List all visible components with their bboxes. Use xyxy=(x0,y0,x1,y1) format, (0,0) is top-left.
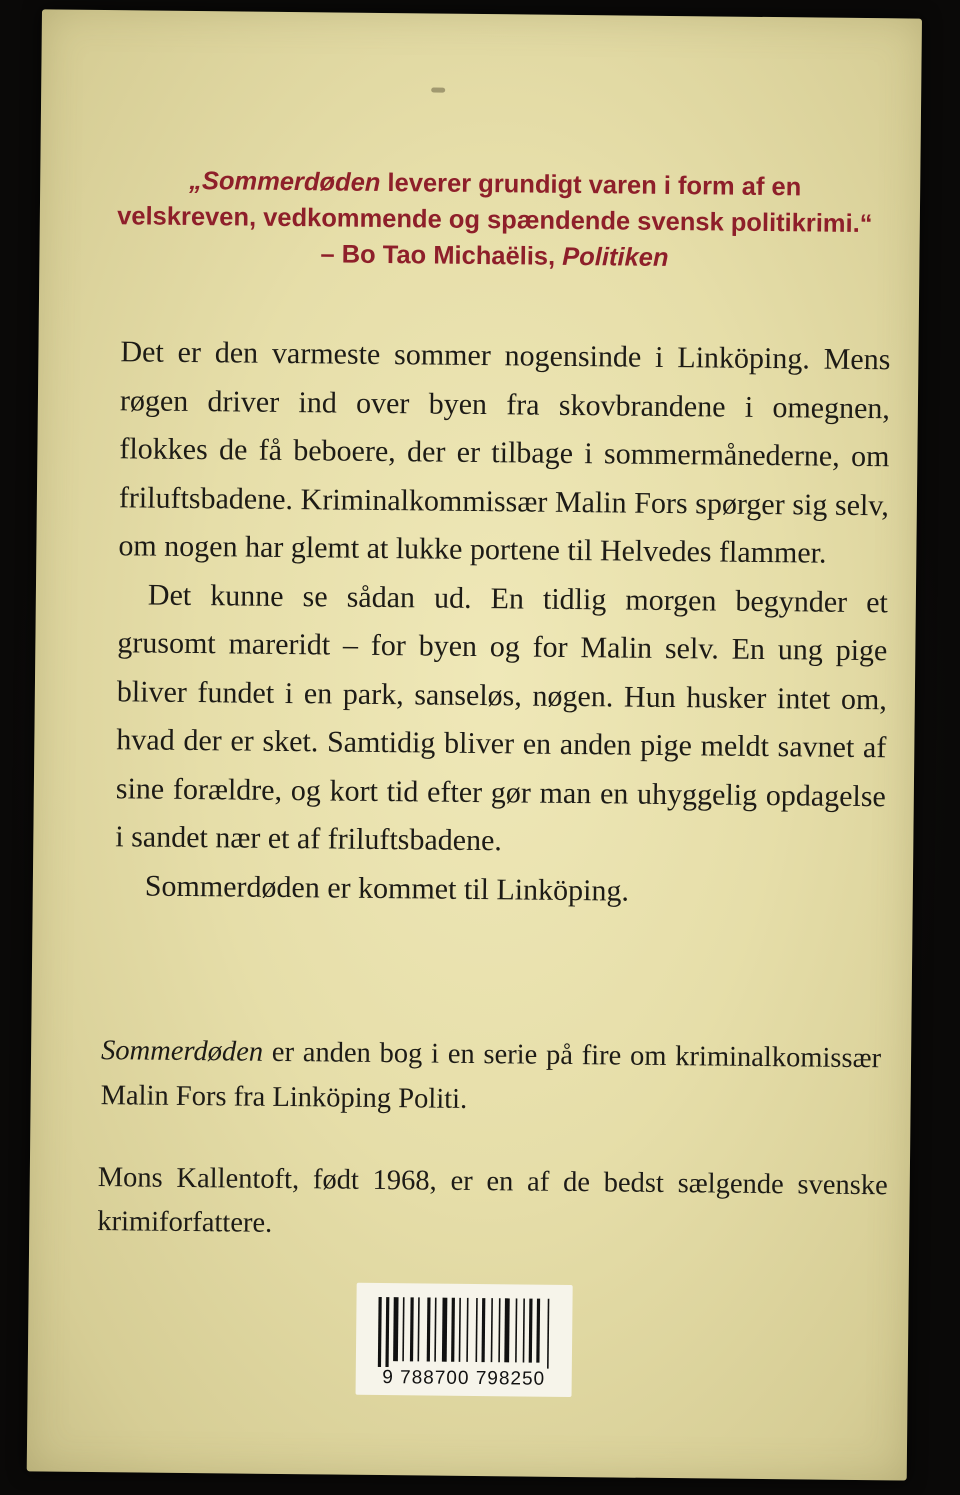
review-publication: Politiken xyxy=(562,242,669,272)
review-line-2: velskreven, vedkommende og spændende svensk politikrimi.“ xyxy=(117,202,873,239)
author-note: Mons Kallentoft, født 1968, er en af de bedst sælgende svenske krimiforfattere. xyxy=(97,1162,888,1239)
blurb-paragraph-3: Sommerdøden er kommet til Linköping. xyxy=(144,869,630,908)
series-note-text: er anden bog i en serie på fire om kriminalkomissær Malin Fors fra Linköping Politi. xyxy=(100,1036,882,1115)
review-book-title: „Sommerdøden xyxy=(189,166,381,197)
blurb-paragraph-1: Det er den varmeste sommer nogensinde i Linköping. Mens røgen driver ind over byen fra skovbrandene i omegnen, flokkes de få beboere, der er tilbage i sommermånederne, om friluftsbadene. Kriminalkommissær Malin Fors spørger sig selv, om nogen har glemt at lukke portene til Helvedes flammer. xyxy=(118,335,891,570)
cover-blemish xyxy=(431,87,445,92)
review-reviewer: – Bo Tao Michaëlis, xyxy=(320,240,563,271)
isbn-number: 9 788700 798250 xyxy=(382,1367,546,1390)
series-note xyxy=(100,1028,881,1126)
barcode-sticker xyxy=(356,1283,573,1397)
review-line-1-rest: leverer grundigt varen i form af en xyxy=(380,168,802,202)
blurb xyxy=(115,328,891,918)
series-book-title: Sommerdøden xyxy=(100,1035,264,1068)
blurb-paragraph-2: Det kunne se sådan ud. En tidlig morgen begynder et grusomt mareridt – for byen og for Malin selv. En ung pige bliver fundet i en park, sanseløs, nøgen. Hun husker intet om, hvad der er sket. Samtidig bliver en anden pige meldt savnet af sine forældre, og kort tid efter gør man en uhyggelig opdagelse i sandet nær et af friluftsbadene. xyxy=(115,578,889,858)
book-back-cover xyxy=(27,9,922,1480)
review-quote xyxy=(99,162,890,278)
barcode-icon xyxy=(356,1283,573,1369)
